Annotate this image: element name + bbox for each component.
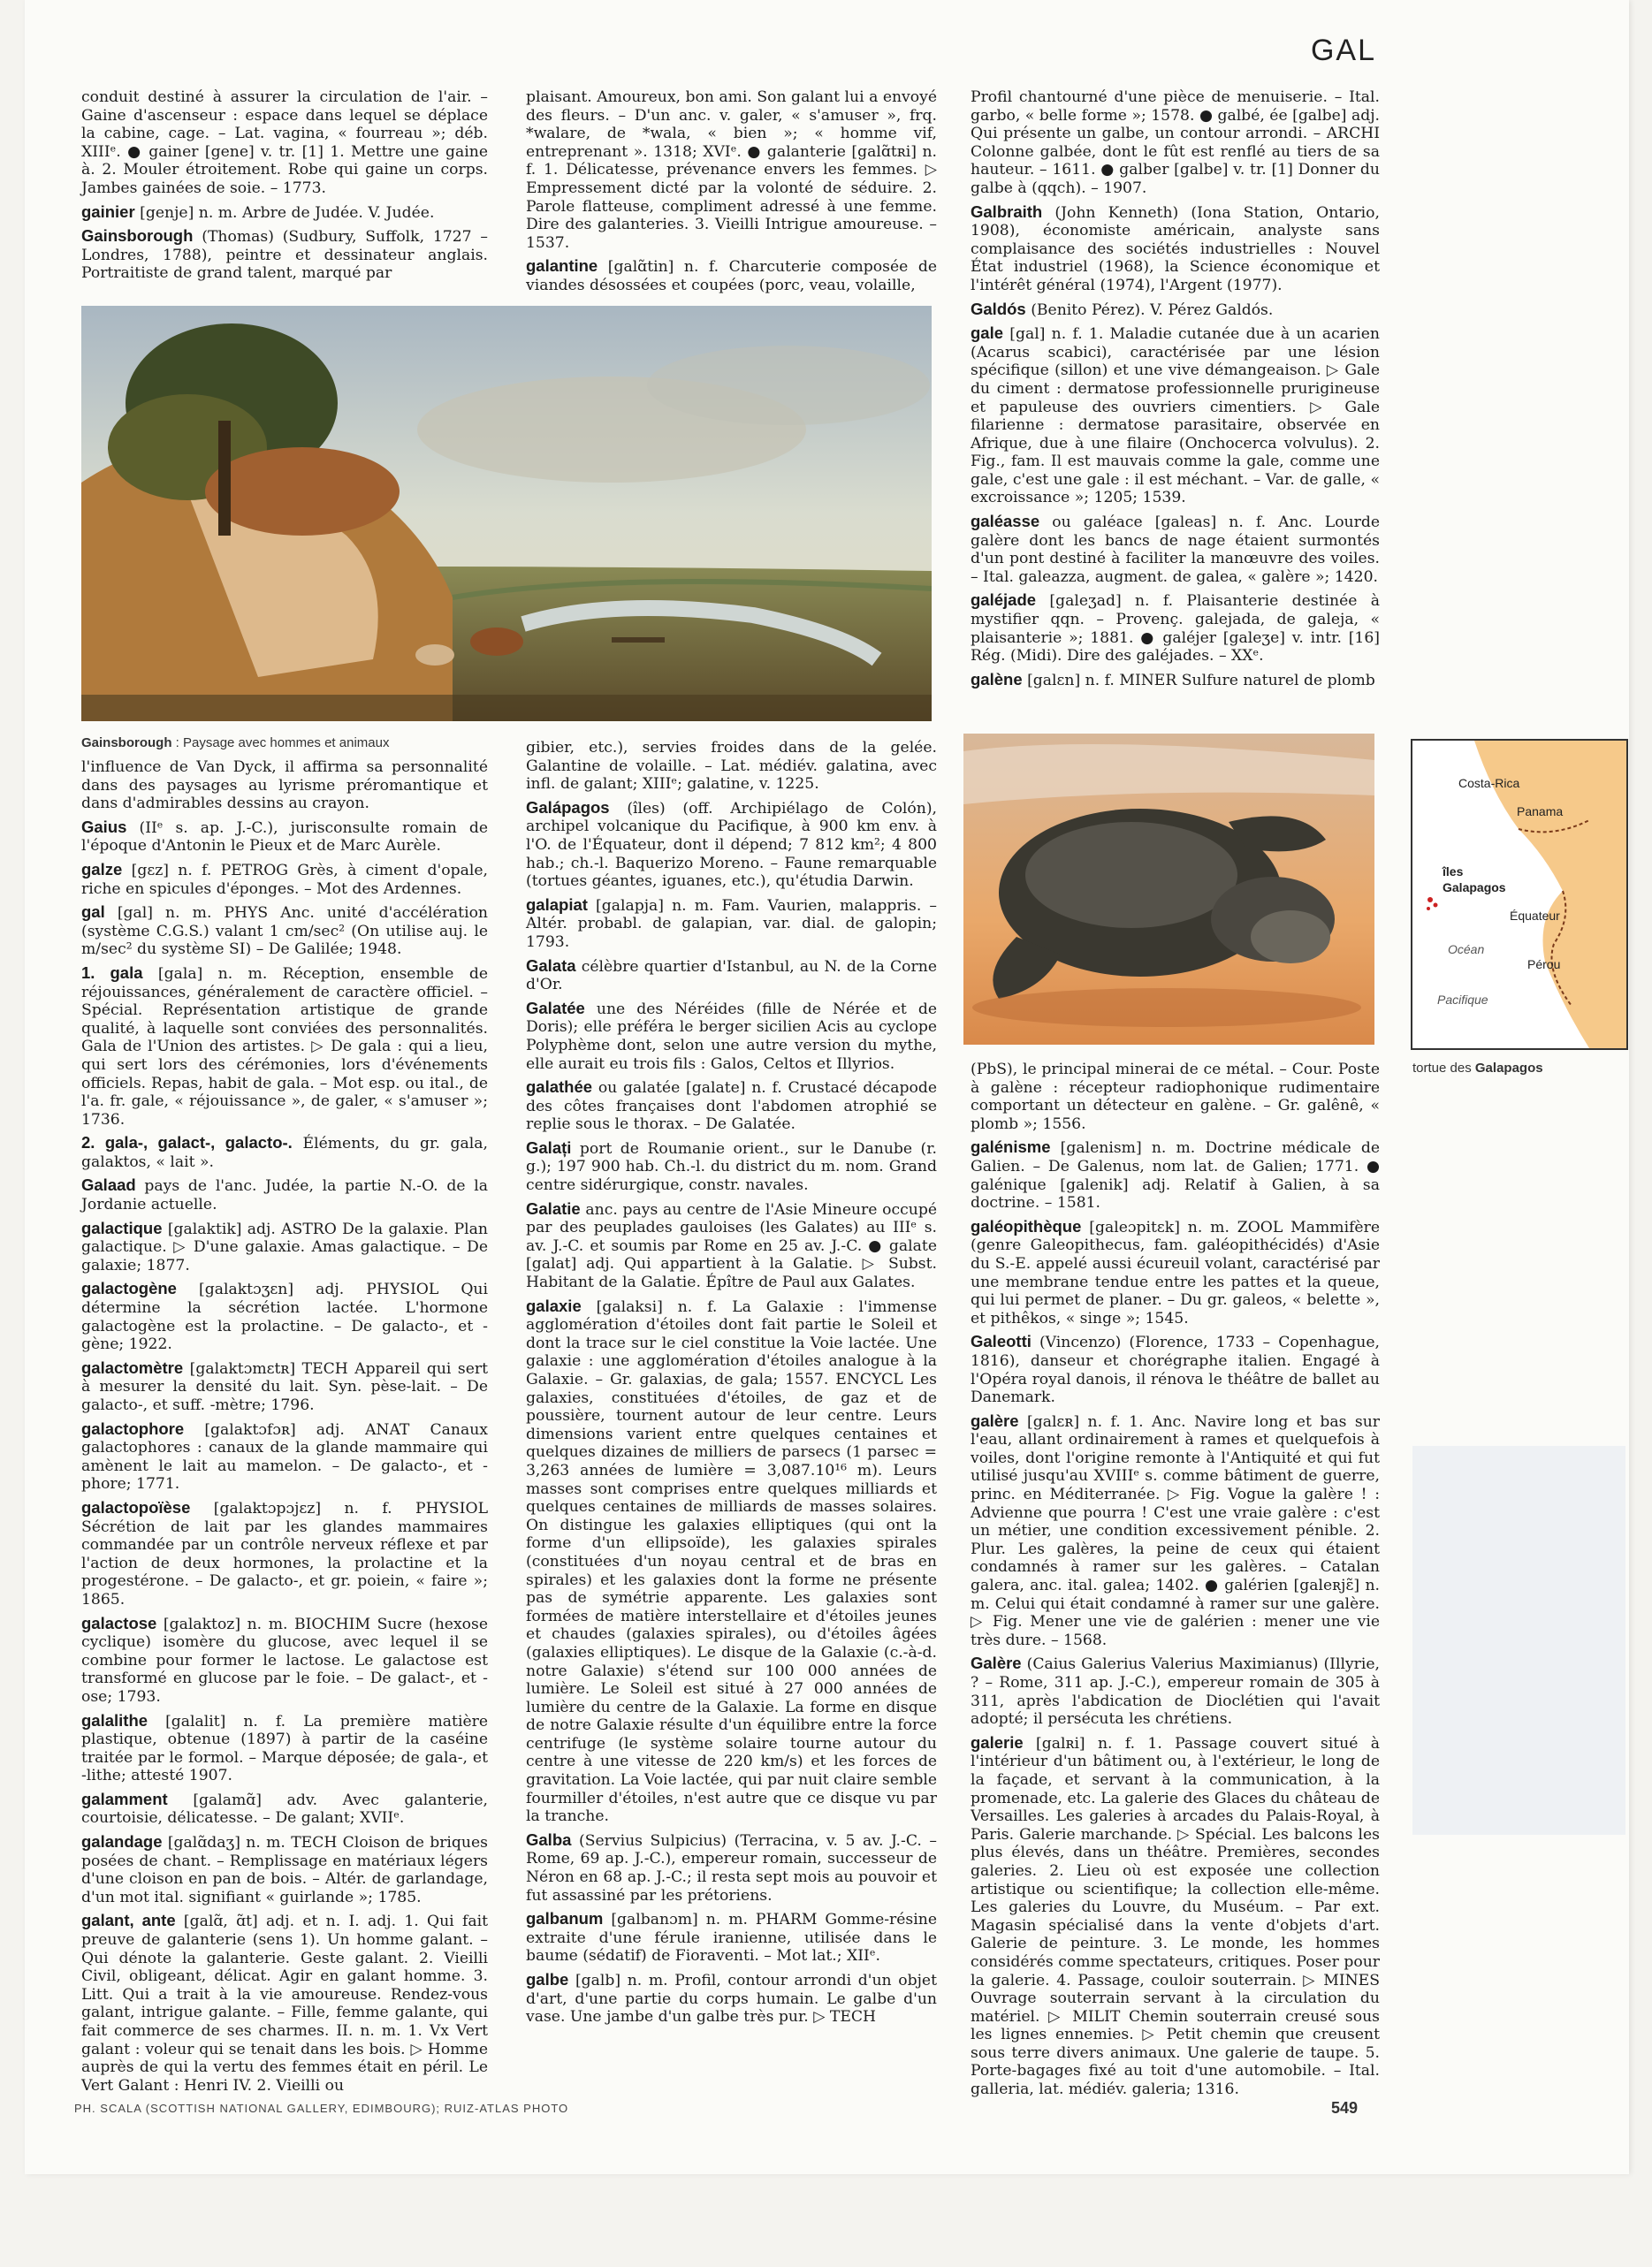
entry-headword: 2. gala-, galact-, galacto-.	[81, 1133, 293, 1153]
entry-definition: [gɛz] n. f. PETROG Grès, à ciment d'opale, riche en spicules d'éponges. – Mot des Ardennes.	[81, 861, 488, 898]
painting-title: Paysage avec hommes et animaux	[183, 735, 390, 750]
entry-definition: (îles) (off. Archipiélago de Colón), archipel volcanique du Pacifique, à 900 km env. à l'O. de l'Équateur, dont il dépend; 7 812 km²; 4 800 hab.; ch.-l. Baquerizo Moreno. – Faune remarquable (tortues géantes, iguanes, etc.), qu'étudia Darwin.	[526, 799, 937, 891]
entry-definition: (PbS), le principal minerai de ce métal. – Cour. Poste à galène : récepteur radiophonique rudimentaire comportant un détecteur en galène. – Gr. galênê, « plomb »; 1556.	[971, 1061, 1380, 1133]
entry-definition: [galaksi] n. f. La Galaxie : l'immense agglomération d'étoiles dont fait partie le Soleil et dont la trace sur le ciel constitue la Voie lactée. Une galaxie : une agglomération d'étoiles analogue à la Galaxie. – Gr. galaxias, de gala; 1557. ENCYCL Les galaxies, constituées d'étoiles, de gaz et de poussière, tournent autour de leur centre. Leurs dimensions varient entre quelques centaines et quelques dizaines de milliers de parsecs (1 parsec = 3,263 années de lumière = 3,087.10¹⁶ m). Leurs masses sont comprises entre quelques milliards et quelques centaines de milliards de masses solaires. On distingue les galaxies elliptiques (qui ont la forme d'un ellipsoïde), les galaxies spirales (constituées d'un noyau central et de bras en spirales) et les galaxies dont la forme ne présente pas de symétrie apparente. Les galaxies sont formées de matière interstellaire et d'étoiles jeunes et chaudes (galaxies spirales), ou d'étoiles âgées (galaxies elliptiques). Le disque de la Galaxie (c.-à-d. notre Galaxie) s'étend sur 100 000 années de lumière. Le Soleil est situé à 27 000 années de lumière du centre de la Galaxie. La forme en disque de notre Galaxie résulte d'un équilibre entre la force centrifuge (le système solaire tourne autour du centre à une vitesse de 220 km/s) et les forces de gravitation. La Voie lactée, qui par nuit claire semble fourmiller d'étoiles, n'est autre que ce disque vu par la tranche.	[526, 1297, 937, 1826]
entry-headword: galactophore	[81, 1419, 185, 1438]
dictionary-entry	[526, 1297, 937, 1826]
dictionary-entry	[971, 300, 1380, 320]
dictionary-entry	[971, 1138, 1380, 1212]
entry-definition: [galeɔpitɛk] n. m. ZOOL Mammifère (genre Galeopithecus, fam. galéopithécidés) d'Asie du S.-E. appelé aussi écureuil volant, caractérisé par une membrane tendue entre les pattes et la queue, qui lui permet de planer. – Du gr. galeos, « belette », et pithêkos, « singe »; 1545.	[971, 1218, 1380, 1327]
faded-margin-block	[1412, 1446, 1625, 1835]
entry-definition: pays de l'anc. Judée, la partie N.-O. de la Jordanie actuelle.	[81, 1177, 488, 1214]
entry-definition: anc. pays au centre de l'Asie Mineure occupé par des peuplades gauloises (les Galates) au IIIᵉ s. av. J.-C. et soumis par Rome en 25 av. J.-C. ● galate [galat] adj. Qui appartient à la Galatie. ▷ Subst. Habitant de la Galatie. Épître de Paul aux Galates.	[526, 1200, 937, 1292]
entry-headword: galéjade	[971, 590, 1037, 610]
entry-definition: [galɑ̃tin] n. f. Charcuterie composée de viandes désossées et coupées (porc, veau, volaille,	[526, 258, 937, 294]
entry-headword: galénisme	[971, 1137, 1051, 1157]
dictionary-entry	[971, 1218, 1380, 1328]
entry-definition: [galaktik] adj. ASTRO De la galaxie. Plan galactique. ▷ D'une galaxie. Amas galactique. – De galaxie; 1877.	[81, 1220, 488, 1274]
entry-headword: Galba	[526, 1830, 572, 1849]
entry-definition: [galaktɔfɔʀ] adj. ANAT Canaux galactophores : canaux de la glande mammaire qui amènent le lait au mamelon. – De galacto-, et -phore; 1771.	[81, 1420, 489, 1494]
entry-definition: [galbanɔm] n. m. PHARM Gomme-résine extraite d'une férule iranienne, utilisée dans le baume (sédatif) de Fioraventi. – Mot lat.; XIIᵉ.	[526, 1911, 937, 1966]
entry-definition: (Benito Pérez). V. Pérez Galdós.	[1031, 300, 1274, 319]
dictionary-entry	[81, 1499, 488, 1609]
dictionary-entry	[971, 1412, 1380, 1650]
entry-headword: Galeotti	[971, 1332, 1032, 1351]
entry-headword: 1. gala	[81, 962, 143, 982]
entry-definition: Profil chantourné d'une pièce de menuiserie. – Ital. garbo, « belle forme »; 1578. ● galbé, ée [galbe] adj. Qui présente un galbe, un contour arrondi. – ARCHI Colonne galbée, dont le fût est renflé au tiers de sa hauteur. – 1611. ● galber [galbe] v. tr. [1] Donner du galbe à (qqch). – 1907.	[971, 88, 1380, 197]
map-label-panama: Panama	[1517, 804, 1564, 818]
entry-headword: galbanum	[526, 1909, 604, 1928]
dictionary-entry	[81, 1420, 488, 1494]
entry-definition: Éléments, du gr. gala, galaktos, « lait ».	[81, 1135, 488, 1171]
dictionary-entry	[81, 1912, 488, 2095]
entry-definition: (Thomas) (Sudbury, Suffolk, 1727 – Londres, 1788), peintre et dessinateur anglais. Portraitiste de grand talent, marqué par	[81, 228, 489, 283]
column-1-top	[81, 88, 488, 288]
dictionary-entry	[971, 513, 1380, 586]
dictionary-entry	[971, 324, 1380, 507]
dictionary-entry	[971, 203, 1380, 295]
dictionary-entry	[81, 227, 488, 283]
map-label-costa-rica: Costa-Rica	[1458, 776, 1520, 790]
dictionary-entry	[81, 1220, 488, 1275]
column-3-top	[971, 88, 1380, 695]
entry-definition: [galaktoz] n. m. BIOCHIM Sucre (hexose cyclique) isomère du glucose, avec lequel il se combine pour former le lactose. Le galactose est transformé en glucose par le foie. – De galact-, et -ose; 1793.	[81, 1615, 488, 1706]
map-caption-prefix: tortue des	[1412, 1061, 1475, 1076]
column-2-top	[526, 88, 937, 300]
dictionary-entry	[81, 88, 488, 198]
entry-headword: Galatée	[526, 998, 585, 1017]
entry-definition: [galɑ̃daʒ] n. m. TECH Cloison de briques posées de chant. – Remplissage en matériaux légers d'une cloison en pan de bois. – Altér. de garlandage, d'un mot ital. signifiant « guirlande »; 1785.	[81, 1834, 488, 1906]
entry-headword: galant, ante	[81, 1911, 176, 1930]
turtle-photo	[963, 734, 1374, 1045]
entry-definition: ou galéace [galeas] n. f. Anc. Lourde galère dont les bancs de nage étaient surmontés d'un pont destiné à faciliter la manœuvre des voiles. – Ital. galeazza, augment. de galea, « galère »; 1420.	[971, 513, 1381, 586]
map-label-perou: Pérou	[1527, 957, 1561, 971]
column-3-lower	[971, 1061, 1380, 2104]
dictionary-entry	[526, 1000, 937, 1073]
dictionary-entry	[526, 799, 937, 891]
dictionary-entry	[526, 896, 937, 952]
entry-headword: Galata	[526, 955, 576, 975]
entry-definition: [galaktɔmɛtʀ] TECH Appareil qui sert à mesurer la densité du lait. Syn. pèse-lait. – De galacto-, et suff. -mètre; 1796.	[81, 1359, 489, 1414]
entry-headword: gainier	[81, 202, 135, 221]
entry-definition: célèbre quartier d'Istanbul, au N. de la Corne d'Or.	[526, 957, 937, 994]
column-1-lower	[81, 758, 488, 2100]
guide-word: GAL	[1310, 34, 1376, 67]
map-label-ocean: Océan	[1448, 942, 1485, 956]
entry-definition: plaisant. Amoureux, bon ami. Son galant lui a envoyé des fleurs. – D'un anc. v. galer, « s'amuser », frq. *walare, de *wala, « bien »; « homme vif, entreprenant ». 1318; XVIᵉ. ● galanterie [galɑ̃tʀi] n. f. 1. Délicatesse, prévenance envers les femmes. ▷ Empressement dicté par la volonté de séduire. 2. Parole flatteuse, compliment adressé à une femme. Dire des galanteries. 3. Vieilli Intrigue amoureuse. – 1537.	[526, 88, 937, 252]
map-label-equateur: Équateur	[1510, 909, 1560, 923]
entry-headword: Gaius	[81, 817, 127, 836]
dictionary-entry	[971, 88, 1380, 198]
map-label-galapagos: Galapagos	[1443, 880, 1506, 894]
map-caption-name: Galapagos	[1474, 1061, 1543, 1076]
entry-definition: [galenism] n. m. Doctrine médicale de Galien. – De Galenus, nom lat. de Galien; 1771. ● galénique [galenik] adj. Relatif à Galien, à sa doctrine. – 1581.	[971, 1139, 1380, 1213]
dictionary-entry	[526, 257, 937, 294]
dictionary-entry	[81, 1791, 488, 1828]
entry-headword: Galbraith	[971, 202, 1043, 221]
page-number: 549	[1331, 2099, 1359, 2117]
dictionary-entry	[81, 1359, 488, 1415]
map-label-pacifique: Pacifique	[1437, 993, 1488, 1007]
dictionary-entry	[526, 1200, 937, 1292]
entry-headword: galathée	[526, 1077, 593, 1097]
entry-definition: [galalit] n. f. La première matière plastique, obtenue (1897) à partir de la caséine traitée par le formol. – Marque déposée; de gala-, et -lithe; attesté 1907.	[81, 1712, 488, 1785]
entry-definition: (John Kenneth) (Iona Station, Ontario, 1908), économiste américain, analyste sans complaisance des sociétés industrielles : Nouvel État industriel (1968), la Science économique et l'intérêt général (1974), l'Argent (1977).	[971, 203, 1380, 294]
entry-definition: [galʀi] n. f. 1. Passage couvert situé à l'intérieur d'un bâtiment ou, à l'extérieur, le long de la façade, et servant à la communication, à la promenade, etc. La galerie des Glaces du château de Versailles. Les galeries à arcades du Palais-Royal, à Paris. Galerie marchande. ▷ Spécial. Les balcons les plus élevés, dans un théâtre. Premières, secondes galeries. 2. Lieu où est exposée une collection artistique ou scientifique; la collection elle-même. Les galeries du Louvre, du Muséum. – Par ext. Magasin spécialisé dans la vente d'objets d'art. Galerie de peinture. 3. Le monde, les hommes considérés comme spectateurs, critiques. Poser pour la galerie. 4. Passage, couloir souterrain. ▷ MINES Ouvrage souterrain servant à la circulation du matériel. ▷ MILIT Chemin souterrain creusé sous les lignes ennemies. ▷ Petit chemin que creusent sous terre divers animaux. Une galerie de taupe. 5. Porte-bagages fixé au toit d'une automobile. – Ital. galleria, lat. médiév. galeria; 1316.	[971, 1734, 1381, 2099]
entry-headword: galéopithèque	[971, 1216, 1082, 1236]
entry-definition: [galɛʀ] n. f. 1. Anc. Navire long et bas sur l'eau, allant ordinairement à rames et quelquefois à voiles, dont l'origine remonte à l'Antiquité et qui fut utilisé jusqu'au XVIIIᵉ s. comme bâtiment de guerre, princ. en Méditerranée. ▷ Fig. Vogue la galère ! : Advienne que pourra ! C'est une vraie galère : c'est un métier, une condition excessivement pénible. 2. Plur. Les galères, la peine de ceux qui étaient condamnés à ramer sur les galères. – Catalan galera, anc. ital. galea; 1402. ● galérien [galeʀjɛ̃] n. m. Celui qui était condamné à ramer sur une galère. ▷ Fig. Mener une vie de galérien : mener une vie très dure. – 1568.	[971, 1412, 1380, 1649]
entry-headword: galantine	[526, 256, 598, 276]
entry-headword: Galère	[971, 1654, 1022, 1673]
dictionary-entry	[81, 1176, 488, 1213]
entry-headword: galapiat	[526, 894, 588, 914]
entry-headword: Galatie	[526, 1198, 581, 1218]
dictionary-entry	[81, 1134, 488, 1171]
dictionary-entry	[81, 1833, 488, 1906]
dictionary-entry	[526, 739, 937, 794]
map-label-iles: îles	[1443, 864, 1464, 879]
entry-headword: galactomètre	[81, 1358, 184, 1377]
entry-headword: galène	[971, 669, 1023, 688]
column-2-lower	[526, 739, 937, 2032]
dictionary-entry	[526, 88, 937, 252]
entry-headword: galactopoïèse	[81, 1497, 191, 1517]
map-caption	[1412, 1061, 1543, 1076]
entry-definition: [gal] n. f. 1. Maladie cutanée due à un acarien (Acarus scabici), caractérisée par une lésion spécifique (sillon) et une vive démangeaison. ▷ Gale du ciment : dermatose professionnelle prurigineuse et papuleuse des ouvriers cimentiers. ▷ Gale filarienne : dermatose parasitaire, observée en Afrique, due à une filaire (Onchocerca volvulus). 2. Fig., fam. Il est mauvais comme la gale, comme une gale, c'est une gale : il est méchant. – Var. de galle, « excroissance »; 1205; 1539.	[971, 325, 1380, 507]
entry-definition: gibier, etc.), servies froides dans de la gelée. Galantine de volaille. – Lat. médiév. galatina, avec infl. de galant; XIIIᵉ; galatine, v. 1225.	[526, 739, 937, 794]
entry-definition: port de Roumanie orient., sur le Danube (r. g.); 197 900 hab. Ch.-l. du district du m. nom. Grand centre sidérurgique, constr. navales.	[526, 1139, 938, 1195]
dictionary-entry	[526, 957, 937, 994]
dictionary-entry	[81, 1712, 488, 1785]
dictionary-entry	[971, 1061, 1380, 1133]
entry-headword: galère	[971, 1411, 1019, 1430]
entry-headword: Galdós	[971, 299, 1026, 318]
entry-headword: Galați	[526, 1137, 572, 1157]
entry-headword: galerie	[971, 1732, 1024, 1752]
entry-definition: [genje] n. m. Arbre de Judée. V. Judée.	[140, 203, 435, 222]
dictionary-entry	[81, 964, 488, 1129]
painting-caption	[81, 735, 389, 750]
entry-headword: galéasse	[971, 512, 1040, 531]
painting-artist: Gainsborough	[81, 735, 172, 750]
dictionary-entry	[971, 1734, 1380, 2099]
caption-separator: :	[171, 735, 184, 750]
entry-headword: Galápagos	[526, 797, 610, 817]
entry-definition: l'influence de Van Dyck, il affirma sa personnalité dans des paysages au lyrisme préromantique et dans d'admirables dessins au crayon.	[81, 758, 488, 813]
entry-definition: [galapja] n. m. Fam. Vaurien, malappris. – Altér. probabl. de galapian, var. dial. de galopin; 1793.	[526, 896, 938, 951]
entry-headword: galactique	[81, 1218, 163, 1237]
dictionary-entry	[81, 203, 488, 223]
entry-headword: Galaad	[81, 1175, 136, 1195]
entry-definition: [galaktɔpɔjɛz] n. f. PHYSIOL Sécrétion de lait par les glandes mammaires commandée par un contrôle nerveux réflexe et par l'action de deux hormones, la prolactine et la progestérone. – De galacto-, et gr. poiein, « faire »; 1865.	[81, 1499, 488, 1609]
entry-definition: ou galatée [galate] n. f. Crustacé décapode des côtes françaises dont l'abdomen atrophié se replie sous le thorax. – De Galatée.	[526, 1079, 938, 1134]
dictionary-entry	[971, 671, 1380, 690]
dictionary-entry	[971, 591, 1380, 665]
entry-definition: [gala] n. m. Réception, ensemble de réjouissances, généralement de caractère officiel. – Spécial. Représentation artistique de grande qualité, à laquelle sont conviées des personnalités. Gala de l'Union des artistes. ▷ De gala : qui a lieu, qui sert lors des cérémonies, lors d'événements officiels. Repas, habit de gala. – Mot esp. ou ital., de l'a. fr. gale, « réjouissance », de galer, « s'amuser »; 1736.	[81, 964, 488, 1129]
dictionary-entry	[81, 861, 488, 898]
entry-headword: galamment	[81, 1789, 168, 1808]
entry-headword: gale	[971, 323, 1004, 343]
entry-definition: [galɛn] n. f. MINER Sulfure naturel de plomb	[1027, 671, 1375, 689]
galapagos-map	[1411, 739, 1628, 1050]
entry-headword: galaxie	[526, 1296, 582, 1315]
dictionary-entry	[971, 1333, 1380, 1406]
entry-definition: conduit destiné à assurer la circulation de l'air. – Gaine d'ascenseur : espace dans lequel se déplace la cabine, cage. – Lat. vagina, « fourreau »; déb. XIIIᵉ. ● gainer [gene] v. tr. [1] 1. Mettre une gaine à. 2. Mouler étroitement. Robe qui gaine un corps. Jambes gainées de soie. – 1773.	[81, 88, 488, 197]
entry-definition: une des Néréides (fille de Nérée et de Doris); elle préféra le berger sicilien Acis au cyclope Polyphème dont, selon une autre version du mythe, elle aurait eu trois fils : Galos, Celtos et Illyrios.	[526, 1000, 937, 1073]
dictionary-entry	[526, 1971, 937, 2027]
entry-headword: Gainsborough	[81, 226, 194, 246]
entry-definition: [galb] n. m. Profil, contour arrondi d'un objet d'art, d'une partie du corps humain. Le galbe d'un vase. Une jambe d'un galbe très pur. ▷ TECH	[526, 1972, 937, 2027]
entry-definition: (Caius Galerius Valerius Maximianus) (Illyrie, ? – Rome, 311 ap. J.-C.), empereur romain de 305 à 311, après l'abdication de Dioclétien qui l'avait adopté; il persécuta les chrétiens.	[971, 1655, 1381, 1729]
gainsborough-painting	[81, 306, 932, 721]
dictionary-entry	[81, 758, 488, 813]
dictionary-entry	[971, 1655, 1380, 1728]
entry-definition: [galaktɔʒɛn] adj. PHYSIOL Qui détermine la sécrétion lactée. L'hormone galactogène est la prolactine. – De galacto-, et -gène; 1922.	[81, 1281, 488, 1354]
dictionary-entry	[526, 1078, 937, 1134]
entry-definition: (Vincenzo) (Florence, 1733 – Copenhague, 1816), danseur et chorégraphe italien. Engagé à l'Opéra royal danois, il rénova le théâtre de ballet au Danemark.	[971, 1334, 1380, 1407]
entry-definition: [gal] n. m. PHYS Anc. unité d'accélération (système C.G.S.) valant 1 cm/sec² (On utilise auj. le m/sec² du système SI) – De Galilée; 1948.	[81, 904, 488, 959]
entry-definition: [galeʒad] n. f. Plaisanterie destinée à mystifier qqn. – Provenç. galejada, de galeja, « plaisanterie »; 1881. ● galéjer [galeʒe] v. intr. [16] Rég. (Midi). Dire des galéjades. – XXᵉ.	[971, 592, 1380, 666]
entry-headword: galbe	[526, 1970, 569, 1989]
dictionary-entry	[81, 1615, 488, 1707]
entry-headword: galze	[81, 859, 123, 879]
dictionary-entry	[526, 1139, 937, 1195]
photo-credit: PH. SCALA (SCOTTISH NATIONAL GALLERY, EDIMBOURG); RUIZ-ATLAS PHOTO	[74, 2102, 569, 2115]
entry-headword: galactogène	[81, 1279, 177, 1298]
entry-headword: galalithe	[81, 1710, 148, 1730]
entry-headword: gal	[81, 902, 105, 922]
entry-headword: galandage	[81, 1832, 163, 1852]
entry-definition: [galamɑ̃] adv. Avec galanterie, courtoisie, délicatesse. – De galant; XVIIᵉ.	[81, 1791, 488, 1828]
dictionary-entry	[81, 1280, 488, 1353]
entry-headword: galactose	[81, 1613, 157, 1632]
dictionary-entry	[81, 818, 488, 856]
entry-definition: (Servius Sulpicius) (Terracina, v. 5 av. J.-C. – Rome, 69 ap. J.-C.), empereur romain, successeur de Néron en 68 ap. J.-C.; il resta sept mois au pouvoir et fut assassiné par les prétoriens.	[526, 1831, 937, 1905]
dictionary-entry	[526, 1831, 937, 1905]
dictionary-entry	[526, 1910, 937, 1966]
entry-definition: [galɑ̃, ɑ̃t] adj. et n. I. adj. 1. Qui fait preuve de galanterie (sens 1). Un homme galant. – Qui dénote la galanterie. Geste galant. 2. Vieilli Civil, obligeant, délicat. Agir en galant homme. 3. Litt. Qui a trait à la vie amoureuse. Rendez-vous galant, intrigue galante. – Fille, femme galante, qui fait commerce de ses charmes. II. n. m. 1. Vx Vert galant : voleur qui se tenait dans les bois. ▷ Homme auprès de qui la vertu des femmes était en péril. Le Vert Galant : Henri IV. 2. Vieilli ou	[81, 1913, 488, 2095]
dictionary-entry	[81, 903, 488, 959]
entry-definition: (IIᵉ s. ap. J.-C.), jurisconsulte romain de l'époque d'Antonin le Pieux et de Marc Aurèle.	[81, 818, 488, 856]
